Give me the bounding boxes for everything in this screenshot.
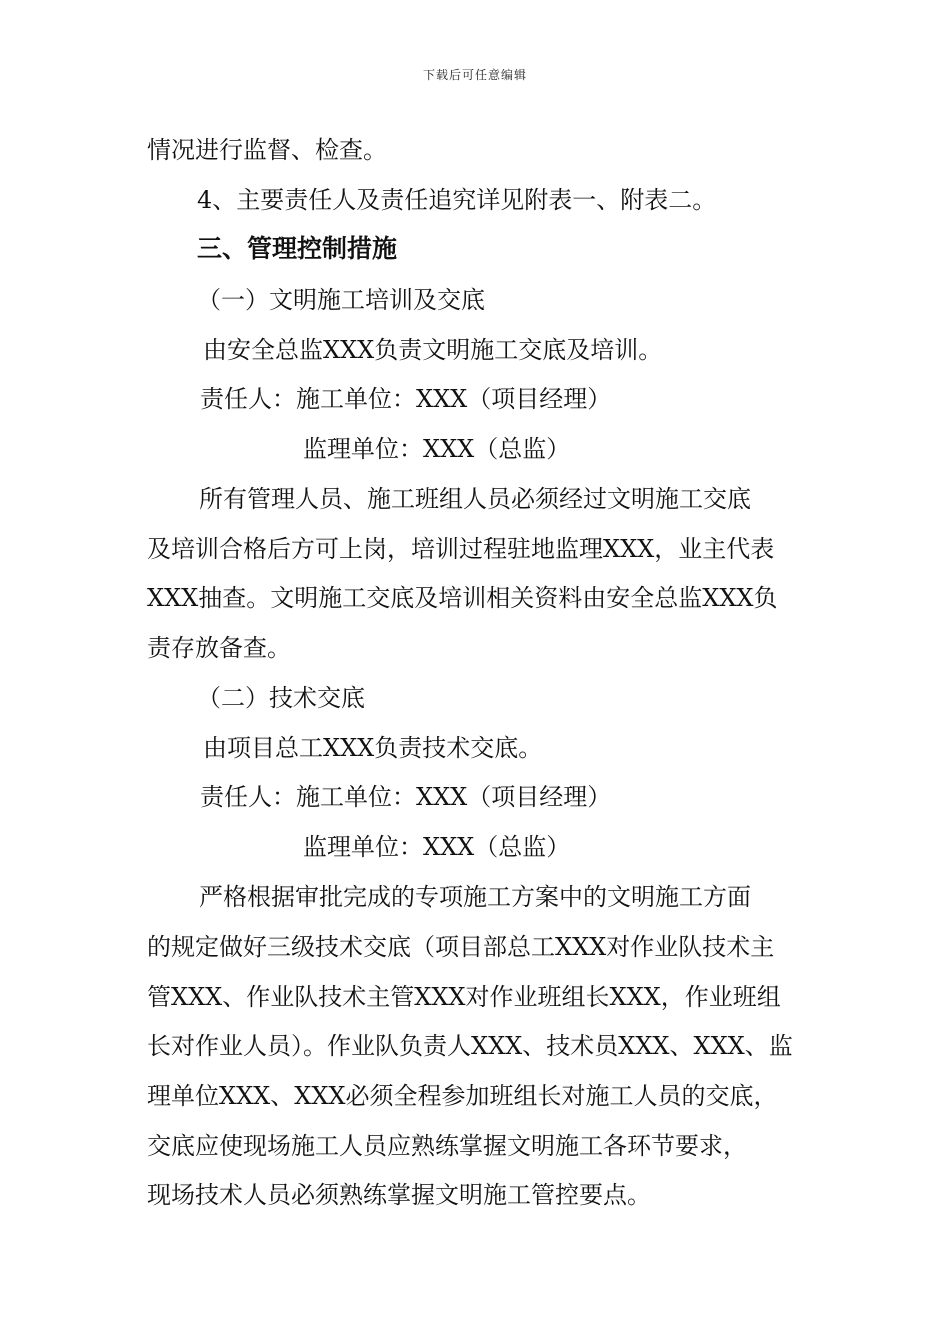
subsection-heading: （二）技术交底 [197, 684, 365, 712]
subsection-heading: （一）文明施工培训及交底 [197, 286, 485, 314]
section-heading: 三、管理控制措施 [197, 234, 398, 263]
header-note: 下载后可任意编辑 [422, 68, 527, 82]
body-line: 严格根据审批完成的专项施工方案中的文明施工方面 [199, 883, 751, 911]
responsible-person-line: 责任人：施工单位：XXX（项目经理） [200, 385, 612, 413]
responsible-person-line: 责任人：施工单位：XXX（项目经理） [200, 783, 612, 811]
supervisor-line: 监理单位：XXX（总监） [303, 833, 571, 861]
body-line: 交底应使现场施工人员应熟练掌握文明施工各环节要求， [147, 1132, 747, 1160]
body-line: 由安全总监XXX负责文明施工交底及培训。 [203, 336, 663, 364]
body-line: 4、主要责任人及责任追究详见附表一、附表二。 [197, 186, 717, 214]
supervisor-line: 监理单位：XXX（总监） [303, 435, 571, 463]
body-line: 现场技术人员必须熟练掌握文明施工管控要点。 [147, 1181, 651, 1209]
body-line: 的规定做好三级技术交底（项目部总工XXX对作业队技术主 [147, 933, 775, 961]
body-line: 情况进行监督、检查。 [147, 136, 387, 164]
body-line: XXX抽查。文明施工交底及培训相关资料由安全总监XXX负 [147, 584, 778, 612]
body-line: 责存放备查。 [147, 634, 291, 662]
body-line: 理单位XXX、XXX必须全程参加班组长对施工人员的交底， [147, 1082, 778, 1110]
body-line: 及培训合格后方可上岗，培训过程驻地监理XXX，业主代表 [147, 535, 775, 563]
body-line: 所有管理人员、施工班组人员必须经过文明施工交底 [199, 485, 751, 513]
body-line: 管XXX、作业队技术主管XXX对作业班组长XXX，作业班组 [147, 983, 781, 1011]
body-line: 长对作业人员）。作业队负责人XXX、技术员XXX、XXX、监 [147, 1032, 793, 1060]
body-line: 由项目总工XXX负责技术交底。 [203, 734, 543, 762]
